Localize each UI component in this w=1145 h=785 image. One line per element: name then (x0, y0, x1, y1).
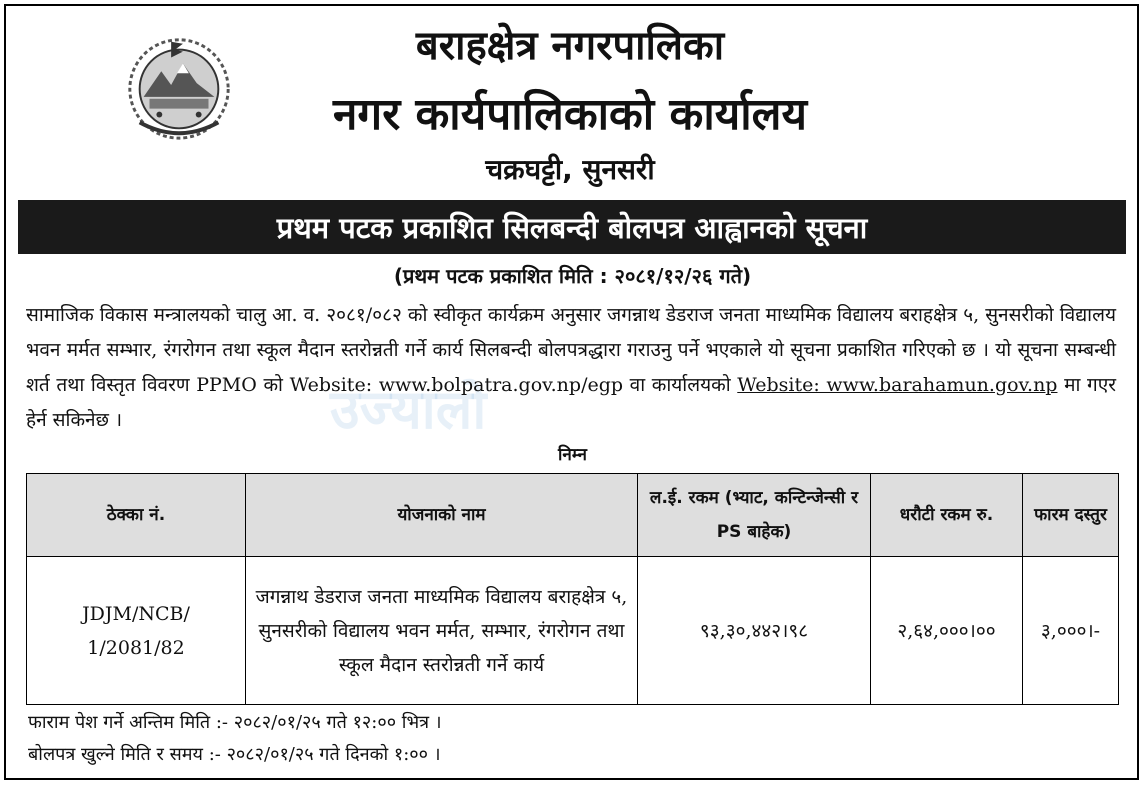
cell-contract-no: JDJM/NCB/ 1/2081/82 (27, 557, 246, 705)
cell-project-name: जगन्नाथ डेडराज जनता माध्यमिक विद्यालय बराहक्षेत्र ५, सुनसरीको विद्यालय भवन मर्मत, सम्भार, रंगरोगन तथा स्कूल मैदान स्तरोन्नती गर्ने कार्य (246, 557, 638, 705)
notice-body (26, 298, 1116, 438)
cell-form-fee: ३,०००।- (1023, 557, 1119, 705)
nepal-government-emblem-icon (120, 28, 238, 146)
table-caption: निम्न (557, 445, 587, 465)
opening-time: बोलपत्र खुल्ने मिति र समय :- २०८२/०१/२५ गते दिनको १:०० । (28, 744, 441, 765)
office-name: नगर कार्यपालिकाको कार्यालय (333, 89, 807, 140)
notice-title: प्रथम पटक प्रकाशित सिलबन्दी बोलपत्र आह्वानको सूचना (276, 210, 868, 245)
header-deposit: धरौटी रकम रु. (871, 474, 1023, 557)
submission-deadline: फाराम पेश गर्ने अन्तिम मिति :- २०८२/०१/२५ गते १२:०० भित्र । (28, 712, 442, 733)
table-header-row (27, 474, 1119, 557)
cell-estimate: ९३,३०,४४२।९८ (638, 557, 871, 705)
header-project-name: योजनाको नाम (246, 474, 638, 557)
table-row (27, 557, 1119, 705)
header-contract-no: ठेक्का नं. (27, 474, 246, 557)
publish-date: (प्रथम पटक प्रकाशित मिति : २०८१/१२/२६ गते) (393, 264, 752, 288)
tender-table (26, 473, 1119, 705)
header-estimate: ल.ई. रकम (भ्याट, कन्टिन्जेन्सी र PS बाहेक) (638, 474, 871, 557)
watermark: उज्यालो (330, 378, 487, 441)
cell-deposit: २,६४,०००।०० (871, 557, 1023, 705)
municipality-name: बराहक्षेत्र नगरपालिका (415, 23, 725, 69)
office-website-link[interactable]: Website: www.barahamun.gov.np (737, 374, 1058, 396)
office-location: चक्रघट्टी, सुनसरी (485, 153, 655, 186)
header-form-fee: फारम दस्तुर (1023, 474, 1119, 557)
notice-title-banner (18, 200, 1126, 254)
notice-body-closing: मा गएर हेर्न सकिनेछ । (26, 374, 1116, 431)
notice-body-text: सामाजिक विकास मन्त्रालयको चालु आ. व. २०८१/०८२ को स्वीकृत कार्यक्रम अनुसार जगन्नाथ डेडराज जनता माध्यमिक विद्यालय बराहक्षेत्र ५, सुनसरीको विद्यालय भवन मर्मत सम्भार, रंगरोगन तथा स्कूल मैदान स्तरोन्नती गर्ने कार्य सिलबन्दी बोलपत्रद्धारा गराउनु पर्ने भएकाले यो सूचना प्रकाशित गरिएको छ । यो सूचना सम्बन्धी शर्त तथा विस्तृत विवरण PPMO को Website: www.bolpatra.gov.np/egp वा कार्यालयको (26, 304, 1116, 396)
